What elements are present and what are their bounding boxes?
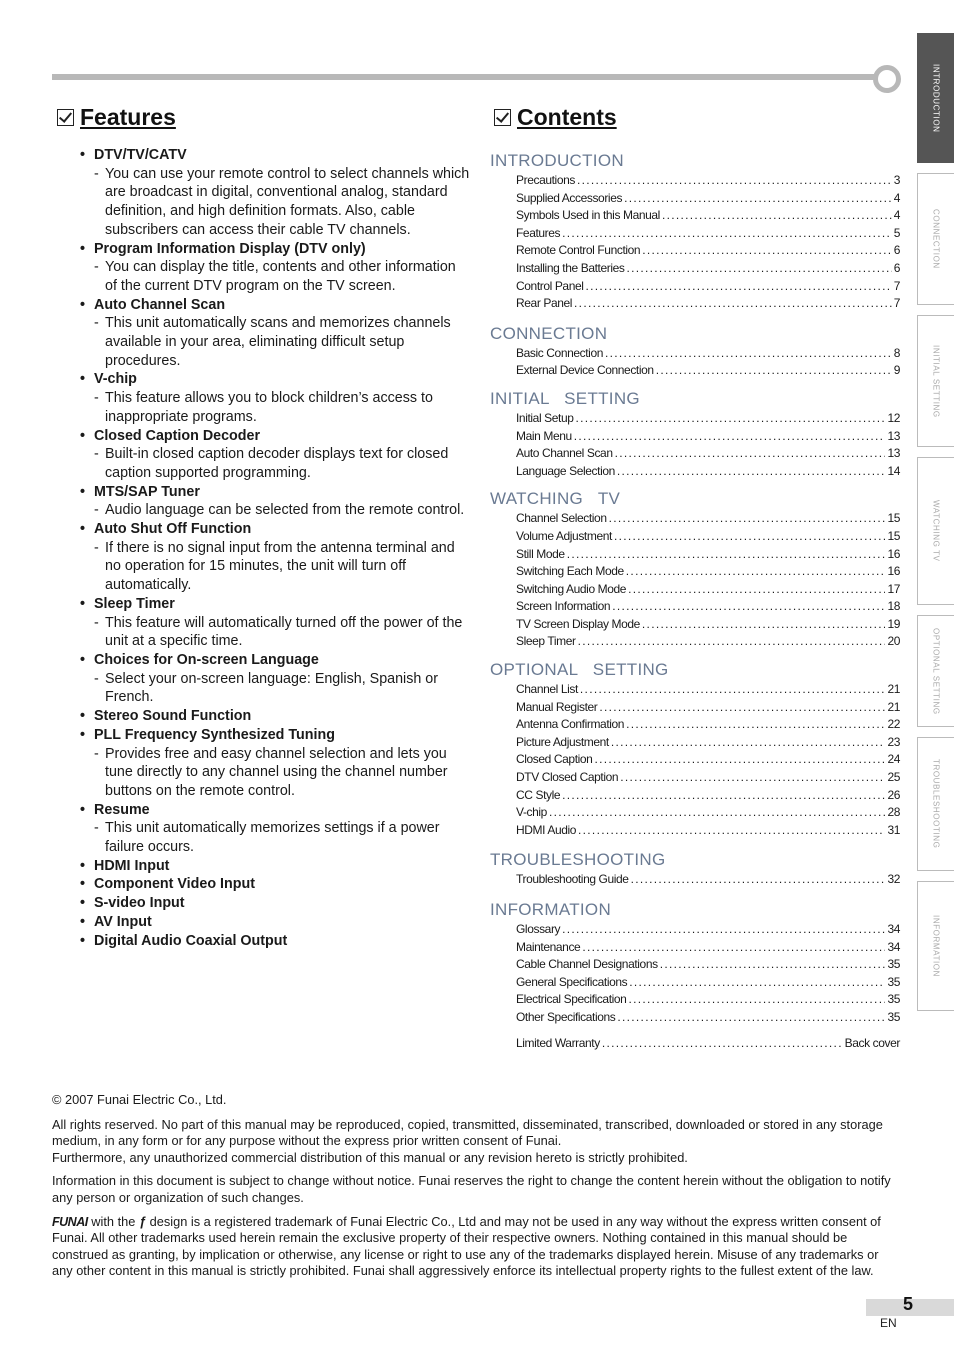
toc-entry[interactable]: Volume Adjustment ..... 15 xyxy=(490,528,900,546)
toc-page-number: 3 xyxy=(893,173,900,187)
bullet-icon: • xyxy=(80,913,86,930)
toc-entry[interactable]: Switching Each Mode ..... 16 xyxy=(490,563,900,581)
toc-page-number: 23 xyxy=(887,734,900,749)
leader-dots xyxy=(602,1035,843,1053)
header-rule xyxy=(52,74,880,80)
toc-group xyxy=(490,323,900,380)
leader-dots xyxy=(577,172,892,190)
leader-dots xyxy=(578,633,886,651)
rights-paragraph-2: Furthermore, any unauthorized commercial distribution of this manual or any revision hereto is strictly prohibited. xyxy=(52,1149,688,1165)
toc-entry[interactable]: Closed Caption ..... 24 xyxy=(490,751,900,769)
toc-group xyxy=(490,899,900,1027)
feature-description: This feature allows you to block children’s access to inappropriate programs. xyxy=(105,390,433,425)
toc-entry[interactable]: Troubleshooting Guide ..... 32 xyxy=(490,871,900,889)
toc-page-number: 26 xyxy=(887,787,900,802)
toc-page-number: 6 xyxy=(893,260,900,275)
feature-item: • Sleep Timer - This feature will automatically turned off the power of the unit at a specific time. xyxy=(80,595,470,651)
funai-logo: FUNAI xyxy=(52,1214,88,1229)
toc-entry[interactable]: Basic Connection ..... 8 xyxy=(490,345,900,363)
feature-title: PLL Frequency Synthesized Tuning xyxy=(94,726,335,743)
feature-item xyxy=(80,913,470,932)
toc-entry[interactable]: Screen Information ..... 18 xyxy=(490,598,900,616)
toc-group-title: CONNECTION xyxy=(490,323,608,343)
side-tab-watching-tv[interactable]: WATCHING TV xyxy=(917,457,954,605)
side-tab-introduction[interactable]: INTRODUCTION xyxy=(917,33,954,163)
feature-title: MTS/SAP Tuner xyxy=(94,483,200,500)
feature-title: Auto Channel Scan xyxy=(94,296,226,313)
toc-entry[interactable]: Rear Panel ..... 7 xyxy=(490,295,900,313)
bullet-icon: • xyxy=(80,708,86,725)
leader-dots xyxy=(562,787,885,805)
leader-dots xyxy=(656,362,892,380)
feature-item: • Choices for On-screen Language - Select your on-screen language: English, Spanish or French. xyxy=(80,651,470,707)
toc-page-number: 15 xyxy=(887,511,900,526)
features-list xyxy=(80,146,470,950)
toc-page-number: 20 xyxy=(887,634,900,649)
leader-dots xyxy=(620,769,885,787)
toc-entry[interactable]: Language Selection ..... 14 xyxy=(490,463,900,481)
side-tab-initial-setting[interactable]: INITIAL SETTING xyxy=(917,315,954,447)
funai-leaf-icon: ƒ xyxy=(138,1213,147,1229)
leader-dots xyxy=(574,428,886,446)
toc-entry[interactable]: Control Panel ..... 7 xyxy=(490,278,900,296)
toc-entry[interactable]: Glossary ..... 34 xyxy=(490,921,900,939)
toc-entry[interactable]: TV Screen Display Mode ..... 19 xyxy=(490,616,900,634)
legal-notice xyxy=(52,1092,902,1287)
leader-dots xyxy=(662,207,892,225)
feature-item xyxy=(80,857,470,876)
leader-dots xyxy=(612,598,885,616)
feature-title: Stereo Sound Function xyxy=(94,708,252,725)
leader-dots xyxy=(626,260,891,278)
toc-group xyxy=(490,659,900,839)
leader-dots xyxy=(624,190,892,208)
toc-group-title: OPTIONAL SETTING xyxy=(490,660,669,680)
leader-dots xyxy=(626,563,886,581)
feature-title: Component Video Input xyxy=(94,876,255,893)
checkbox-icon xyxy=(494,109,511,126)
feature-title: Sleep Timer xyxy=(94,595,175,612)
side-tab-information[interactable]: INFORMATION xyxy=(917,881,954,1011)
leader-dots xyxy=(594,751,885,769)
toc-entry[interactable]: Maintenance ..... 34 xyxy=(490,939,900,957)
toc-entry[interactable]: Precautions ..... 3 xyxy=(490,172,900,190)
toc-page-number: 18 xyxy=(887,599,900,614)
toc-page-number: 7 xyxy=(893,278,900,293)
feature-item: • Resume - This unit automatically memorizes settings if a power failure occurs. xyxy=(80,801,470,857)
toc-page-number: 9 xyxy=(893,363,900,378)
toc-page-number: 17 xyxy=(887,581,900,596)
feature-item: • MTS/SAP Tuner - Audio language can be selected from the remote control. xyxy=(80,483,465,519)
leader-dots xyxy=(549,804,885,822)
bullet-icon: • xyxy=(80,521,86,538)
features-title: Features xyxy=(80,104,176,130)
bullet-icon: • xyxy=(80,595,86,612)
leader-dots xyxy=(615,445,886,463)
toc-group xyxy=(490,488,900,651)
toc-entry[interactable]: Cable Channel Designations ..... 35 xyxy=(490,956,900,974)
leader-dots xyxy=(660,956,886,974)
toc-page-number: 16 xyxy=(887,564,900,579)
toc-entry[interactable]: DTV Closed Caption ..... 25 xyxy=(490,769,900,787)
feature-item: • PLL Frequency Synthesized Tuning - Provides free and easy channel selection and lets you tune directly to any channel using the channel number buttons on the remote control. xyxy=(80,726,470,801)
toc-group-title: INITIAL SETTING xyxy=(490,388,640,408)
feature-item: • DTV/TV/CATV - You can use your remote control to select channels which are broadcast in digital, conventional analog, standard definition, and high definition formats. Also, cable subscribers can access their cable TV channels. xyxy=(80,147,470,238)
toc-page-number: 21 xyxy=(887,682,900,697)
leader-dots xyxy=(611,734,886,752)
toc-entry[interactable]: Symbols Used in this Manual ..... 4 xyxy=(490,207,900,225)
feature-item xyxy=(80,875,470,894)
toc-entry[interactable]: General Specifications ..... 35 xyxy=(490,974,900,992)
feature-description: You can use your remote control to select channels which are broadcast in digital, conventional analog, standard definition, and high definition formats. Also, cable subscribers can access their cable TV channels. xyxy=(105,165,470,238)
feature-item: • Closed Caption Decoder - Built-in closed caption decoder displays text for closed caption supported programming. xyxy=(80,427,470,483)
page-language: EN xyxy=(880,1316,897,1330)
feature-description: Provides free and easy channel selection and lets you tune directly to any channel using the channel number buttons on the remote control. xyxy=(105,745,448,799)
toc-group xyxy=(490,849,900,889)
leader-dots xyxy=(642,242,892,260)
toc-page-number: 12 xyxy=(887,410,900,425)
leader-dots xyxy=(628,581,885,599)
feature-description: This unit automatically scans and memorizes channels available in your area, eliminating difficult setup procedures. xyxy=(105,315,451,369)
toc-entry[interactable]: Remote Control Function ..... 6 xyxy=(490,242,900,260)
feature-title: DTV/TV/CATV xyxy=(94,147,187,163)
toc-page-number: 34 xyxy=(887,939,900,954)
toc-page-number: 8 xyxy=(893,345,900,360)
toc-page-number: 6 xyxy=(893,243,900,258)
toc-group xyxy=(490,388,900,480)
bullet-icon: • xyxy=(80,483,86,500)
feature-description: You can display the title, contents and other information of the current DTV program on the TV screen. xyxy=(105,259,456,294)
info-paragraph: Information in this document is subject to change without notice. Funai reserves the right to change the content herein without the obligation to notify any person or organization of such changes. xyxy=(52,1173,891,1205)
bullet-icon: • xyxy=(80,726,86,743)
feature-item: • V-chip - This feature allows you to block children’s access to inappropriate programs. xyxy=(80,370,470,426)
toc-entry[interactable]: Auto Channel Scan ..... 13 xyxy=(490,445,900,463)
toc-entry[interactable]: CC Style ..... 26 xyxy=(490,787,900,805)
toc-page-number: 7 xyxy=(893,296,900,311)
feature-title: Program Information Display (DTV only) xyxy=(94,240,366,257)
toc-entry[interactable]: Switching Audio Mode ..... 17 xyxy=(490,581,900,599)
feature-item: • Auto Channel Scan - This unit automatically scans and memorizes channels available in your area, eliminating difficult setup procedures. xyxy=(80,296,470,371)
bullet-icon: • xyxy=(80,895,86,912)
toc-page-number: 14 xyxy=(887,463,900,478)
copyright-line: © 2007 Funai Electric Co., Ltd. xyxy=(52,1092,227,1107)
feature-item: • Auto Shut Off Function - If there is no signal input from the antenna terminal and no operation for 15 minutes, the unit will turn off automatically. xyxy=(80,520,470,595)
trademark-paragraph: FUNAI with the ƒ design is a registered trademark of Funai Electric Co., Ltd and may not be used in any way without the express written consent of Funai. All other trademarks used herein remain the exclusive property of their respective owners. Nothing contained in this manual should be construed as granting, by implication or otherwise, any license or right to use any of the trademarks displayed herein. Misuse of any trademarks or any other content in this manual is strictly prohibited. Funai shall aggressively enforce its intellectual property rights to the fullest extent of the law. xyxy=(52,1213,881,1279)
feature-description: This feature will automatically turned off the power of the unit at a specific time. xyxy=(105,614,463,650)
toc-entry[interactable]: Features ..... 5 xyxy=(490,225,900,243)
leader-dots xyxy=(580,681,886,699)
feature-description: Built-in closed caption decoder displays text for closed caption supported programming. xyxy=(105,446,449,481)
toc-entry[interactable]: Main Menu ..... 13 xyxy=(490,428,900,446)
leader-dots xyxy=(631,871,886,889)
feature-item xyxy=(80,894,470,913)
toc-entry[interactable]: Other Specifications ..... 35 xyxy=(490,1009,900,1027)
leader-dots xyxy=(576,410,886,428)
toc-page-number: 35 xyxy=(887,957,900,972)
bullet-icon: • xyxy=(80,651,86,668)
feature-title: S-video Input xyxy=(94,895,185,912)
feature-title: HDMI Input xyxy=(94,857,170,874)
side-tab-troubleshooting[interactable]: TROUBLESHOOTING xyxy=(917,737,954,871)
contents-heading xyxy=(494,104,617,131)
toc-page-number: 13 xyxy=(887,428,900,443)
leader-dots xyxy=(605,345,892,363)
features-heading xyxy=(57,104,176,131)
feature-title: AV Input xyxy=(94,913,152,930)
leader-dots xyxy=(629,974,885,992)
toc-group-title: WATCHING TV xyxy=(490,489,621,509)
contents-title: Contents xyxy=(517,104,617,130)
toc-page-number: 13 xyxy=(887,446,900,461)
toc-group-title: TROUBLESHOOTING xyxy=(490,850,666,870)
leader-dots xyxy=(567,546,886,564)
leader-dots xyxy=(642,616,886,634)
feature-description: Audio language can be selected from the remote control. xyxy=(105,502,465,519)
leader-dots xyxy=(609,510,886,528)
leader-dots xyxy=(628,991,885,1009)
bullet-icon: • xyxy=(80,147,86,163)
toc-group xyxy=(490,150,900,313)
toc-page-number: 22 xyxy=(887,717,900,732)
toc-page-number: 21 xyxy=(887,699,900,714)
toc-page-number: 35 xyxy=(887,974,900,989)
toc-page-number: 24 xyxy=(887,752,900,767)
toc-entry[interactable]: Channel Selection ..... 15 xyxy=(490,510,900,528)
leader-dots xyxy=(599,699,885,717)
toc-page-number: 35 xyxy=(887,992,900,1007)
feature-title: V-chip xyxy=(94,371,137,388)
leader-dots xyxy=(617,463,886,481)
toc-entry[interactable]: Antenna Confirmation ..... 22 xyxy=(490,716,900,734)
table-of-contents xyxy=(490,150,900,1052)
page-number: 5 xyxy=(903,1294,914,1314)
bullet-icon: • xyxy=(80,296,86,313)
leader-dots xyxy=(582,939,885,957)
toc-group-title: INFORMATION xyxy=(490,900,612,919)
toc-page-number: 35 xyxy=(887,1009,900,1024)
toc-entry[interactable]: External Device Connection ..... 9 xyxy=(490,362,900,380)
toc-page-number: 16 xyxy=(887,546,900,561)
toc-page-number: 5 xyxy=(893,225,900,240)
leader-dots xyxy=(614,528,886,546)
toc-page-number: 4 xyxy=(893,208,900,223)
leader-dots xyxy=(586,278,892,296)
feature-item xyxy=(80,932,470,951)
toc-page-number: 32 xyxy=(887,872,900,887)
feature-title: Choices for On-screen Language xyxy=(94,651,319,668)
feature-item: • Program Information Display (DTV only) - You can display the title, contents and other information of the current DTV program on the TV screen. xyxy=(80,240,470,296)
toc-entry[interactable]: Installing the Batteries ..... 6 xyxy=(490,260,900,278)
toc-group-title: INTRODUCTION xyxy=(490,151,624,170)
leader-dots xyxy=(562,921,885,939)
toc-entry[interactable]: Sleep Timer ..... 20 xyxy=(490,633,900,651)
toc-page-number: 28 xyxy=(887,805,900,820)
toc-page-number: Back cover xyxy=(844,1035,900,1050)
toc-entry[interactable]: Picture Adjustment ..... 23 xyxy=(490,734,900,752)
feature-title: Digital Audio Coaxial Output xyxy=(94,932,288,949)
feature-description: If there is no signal input from the antenna terminal and no operation for 15 minutes, the unit will turn off automatically. xyxy=(105,539,455,594)
side-tab-optional-setting[interactable]: OPTIONAL SETTING xyxy=(917,615,954,727)
toc-entry[interactable]: Electrical Specification ..... 35 xyxy=(490,991,900,1009)
toc-entry-warranty[interactable]: Limited Warranty ..... Back cover xyxy=(490,1035,900,1053)
toc-entry[interactable]: Supplied Accessories ..... 4 xyxy=(490,190,900,208)
bullet-icon: • xyxy=(80,427,86,444)
feature-title: Auto Shut Off Function xyxy=(94,521,252,538)
toc-page-number: 34 xyxy=(887,922,900,936)
toc-page-number: 31 xyxy=(887,822,900,837)
header-ring-ornament xyxy=(873,65,901,93)
feature-description: This unit automatically memorizes settings if a power failure occurs. xyxy=(105,820,440,856)
leader-dots xyxy=(578,822,885,840)
leader-dots xyxy=(617,1009,885,1027)
bullet-icon: • xyxy=(80,932,86,949)
bullet-icon: • xyxy=(80,857,86,874)
toc-page-number: 15 xyxy=(887,528,900,543)
feature-title: Closed Caption Decoder xyxy=(94,427,261,444)
bullet-icon: • xyxy=(80,240,86,257)
toc-page-number: 4 xyxy=(893,190,900,205)
leader-dots xyxy=(574,295,892,313)
toc-entry[interactable]: Manual Register ..... 21 xyxy=(490,699,900,717)
bullet-icon: • xyxy=(80,876,86,893)
bullet-icon: • xyxy=(80,371,86,388)
side-tab-connection[interactable]: CONNECTION xyxy=(917,173,954,305)
toc-entry[interactable]: Initial Setup ..... 12 xyxy=(490,410,900,428)
leader-dots xyxy=(562,225,892,243)
feature-title: Resume xyxy=(94,801,150,818)
toc-entry[interactable]: Still Mode ..... 16 xyxy=(490,546,900,564)
toc-entry[interactable]: V-chip ..... 28 xyxy=(490,804,900,822)
checkbox-icon xyxy=(57,109,74,126)
toc-page-number: 19 xyxy=(887,616,900,631)
leader-dots xyxy=(626,716,885,734)
toc-entry[interactable]: Channel List ..... 21 xyxy=(490,681,900,699)
feature-item xyxy=(80,707,470,726)
rights-paragraph: All rights reserved. No part of this manual may be reproduced, copied, transmitted, disseminated, transcribed, downloaded or stored in any storage medium, in any form or for any purpose without the express prior written consent of Funai. xyxy=(52,1116,883,1149)
feature-description: Select your on-screen language: English, Spanish or French. xyxy=(105,670,439,706)
bullet-icon: • xyxy=(80,801,86,818)
toc-entry[interactable]: HDMI Audio ..... 31 xyxy=(490,822,900,840)
toc-page-number: 25 xyxy=(887,770,900,785)
